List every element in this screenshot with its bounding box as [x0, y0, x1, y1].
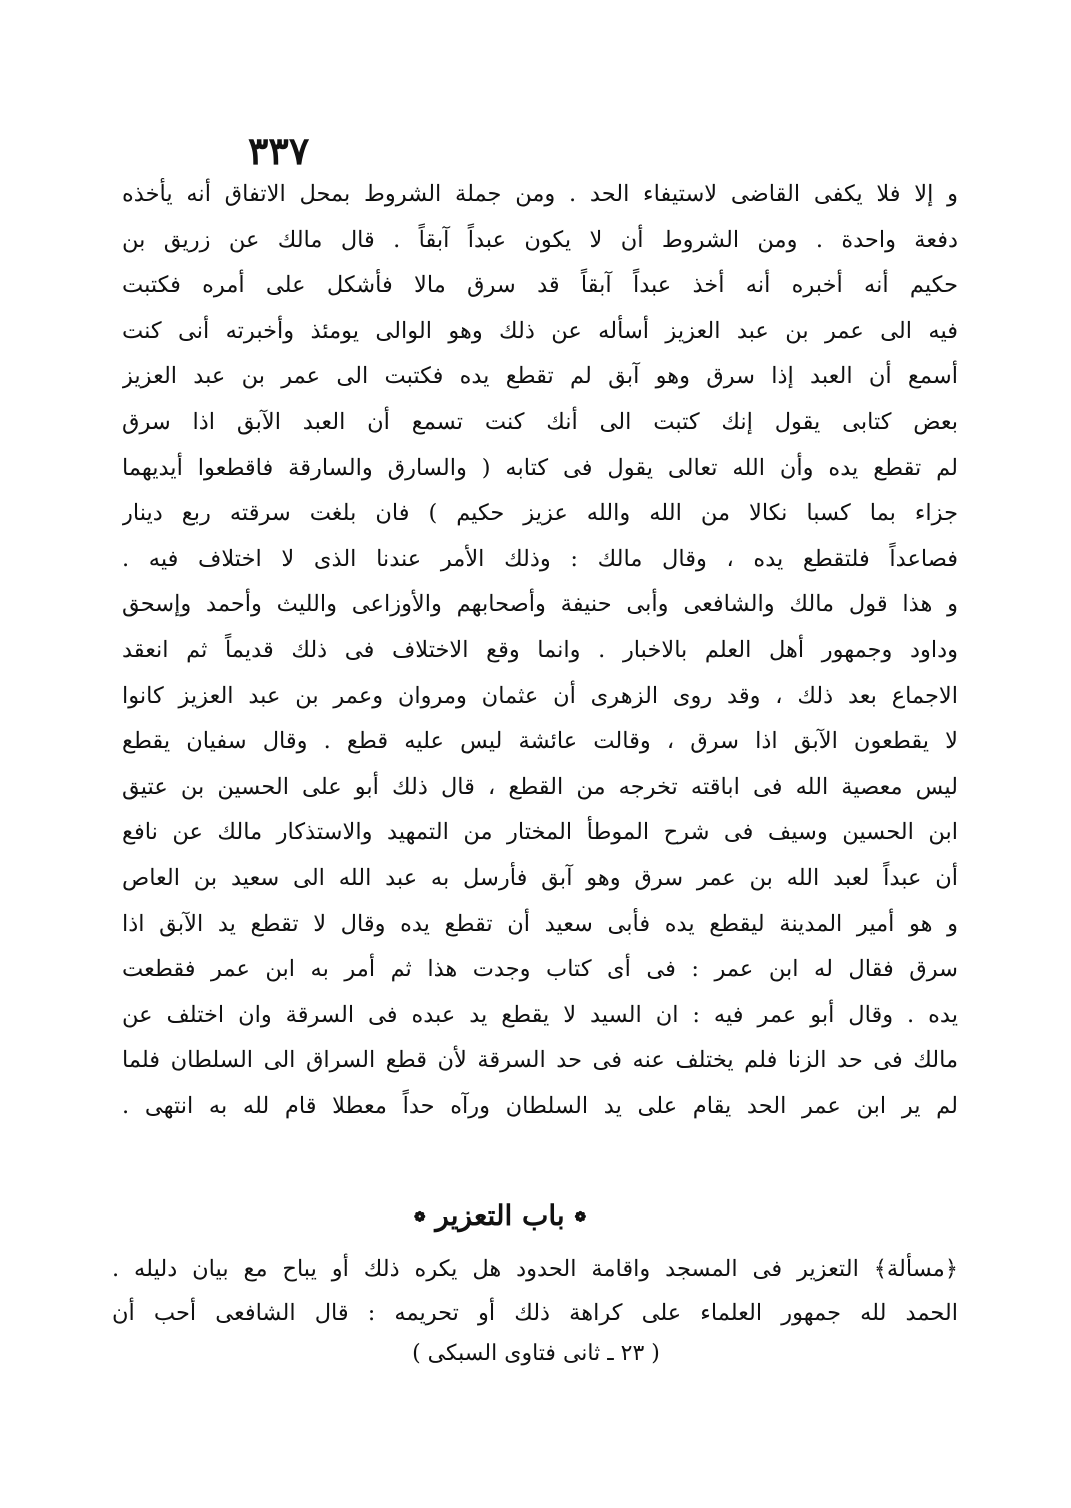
text-line: دفعة واحدة . ومن الشروط أن لا يكون عبداً آبقاً . قال مالك عن زريق بن	[122, 226, 958, 253]
text-line: حكيم أنه أخبره أنه أخذ عبداً آبقاً قد سرق مالا فأشكل على أمره فكتبت	[122, 272, 958, 299]
body-text	[122, 172, 958, 1129]
ornament-icon: ❁	[413, 1209, 426, 1226]
page-number: ٣٣٧	[248, 128, 310, 173]
text-line: وداود وجمهور أهل العلم بالاخبار . وانما وقع الاختلاف فى ذلك قديماً ثم انعقد	[122, 636, 958, 663]
text-line: يده . وقال أبو عمر فيه : ان السيد لا يقطع يد عبده فى السرقة وان اختلف عن	[122, 1001, 958, 1028]
text-line: لم تقطع يده وأن الله تعالى يقول فى كتابه ( والسارق والسارقة فاقطعوا أيديهما	[122, 454, 958, 481]
text-line: ليس معصية الله فى اباقته تخرجه من القطع ، قال ذلك أبو على الحسين بن عتيق	[122, 773, 958, 800]
text-line: جزاء بما كسبا نكالا من الله والله عزيز حكيم ) فان بلغت سرقته ربع دينار	[122, 500, 958, 527]
text-line: الاجماع بعد ذلك ، وقد روى الزهرى أن عثمان ومروان وعمر بن عبد العزيز كانوا	[122, 682, 958, 709]
text-line: فصاعداً فلتقطع يده ، وقال مالك : وذلك الأمر عندنا الذى لا اختلاف فيه .	[122, 545, 958, 572]
section-heading-text: باب التعزير	[435, 1199, 565, 1232]
text-line: لا يقطعون الآبق اذا سرق ، وقالت عائشة ليس عليه قطع . وقال سفيان يقطع	[122, 728, 958, 755]
text-line: سرق فقال له ابن عمر : فى أى كتاب وجدت هذا ثم أمر به ابن عمر فقطعت	[122, 956, 958, 983]
ornament-icon: ❁	[574, 1209, 587, 1226]
text-line: بعض كتابى يقول إنك كتبت الى أنك كنت تسمع أن العبد الآبق اذا سرق	[122, 408, 958, 435]
text-line: ﴿مسألة﴾ التعزير فى المسجد واقامة الحدود هل يكره ذلك أو يباح مع بيان دليله .	[112, 1256, 958, 1282]
text-line: لم ير ابن عمر الحد يقام على يد السلطان ورآه حداً معطلا قام لله به انتهى .	[122, 1092, 958, 1119]
text-line: و هو أمير المدينة ليقطع يده فأبى سعيد أن تقطع يده وقال لا تقطع يد الآبق اذا	[122, 910, 958, 937]
text-line: و هذا قول مالك والشافعى وأبى حنيفة وأصحابهم والأوزاعى والليث وأحمد وإسحق	[122, 591, 958, 618]
text-line: ابن الحسين وسيف فى شرح الموطأ المختار من التمهيد والاستذكار مالك عن نافع	[122, 819, 958, 846]
text-line: فيه الى عمر بن عبد العزيز أسأله عن ذلك وهو الوالى يومئذ وأخبرته أنى كنت	[122, 317, 958, 344]
text-line: مالك فى حد الزنا فلم يختلف عنه فى حد السرقة لأن قطع السراق الى السلطان فلما	[122, 1047, 958, 1074]
section-text	[112, 1247, 958, 1335]
text-line: أسمع أن العبد إذا سرق وهو آبق لم تقطع يده فكتبت الى عمر بن عبد العزيز	[122, 363, 958, 390]
section-heading	[400, 1193, 600, 1239]
page-footer: ( ٢٣ ـ ثانى فتاوى السبكى )	[412, 1341, 660, 1366]
text-line: الحمد لله جمهور العلماء على كراهة ذلك أو تحريمه : قال الشافعى أحب أن	[112, 1300, 958, 1326]
text-line: و إلا فلا يكفى القاضى لاستيفاء الحد . ومن جملة الشروط بمحل الاتفاق أنه يأخذه	[122, 181, 958, 207]
text-line: أن عبداً لعبد الله بن عمر سرق وهو آبق فأرسل به عبد الله الى سعيد بن العاص	[122, 864, 958, 891]
